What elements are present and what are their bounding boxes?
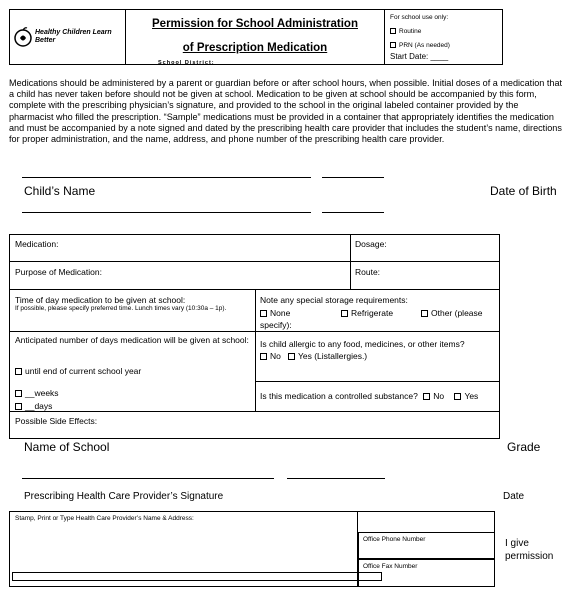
days-label: Anticipated number of days medication will be given at school: — [15, 335, 249, 345]
medication-label: Medication: — [15, 239, 59, 249]
office-fax-label: Office Fax Number — [363, 563, 418, 570]
dosage-label: Dosage: — [355, 239, 387, 249]
allergic-no-label: No — [270, 351, 281, 361]
school-district-label: School District: — [158, 60, 215, 66]
table-col-divider — [350, 234, 351, 289]
controlled-no-checkbox[interactable] — [423, 393, 430, 400]
time-of-day-note: If possible, please specify preferred time. Lunch times vary (10:30a – 1p). — [15, 305, 227, 312]
storage-other-option[interactable] — [421, 308, 483, 318]
start-date-label: Start Date: ____ — [390, 52, 449, 61]
purpose-label: Purpose of Medication: — [15, 267, 102, 277]
intro-paragraph: Medications should be administered by a parent or guardian before or after school hours, when possible. Initial doses of a medication that a child has never taken before should not be given at school. Medication to be given at school should be accompanied by this form, complete with the prescribing physician’s signature, and provided to the school in the original labeled container provided by the pharmacist who filled the prescription. “Sample” medications must be provided in a container that appropriately identifies the medication and must be accompanied by a note signed and dated by the prescribing health care provider that includes the student’s name, directions for proper administration, and the name, address, and phone number of the prescribing health care provider. — [9, 78, 563, 145]
logo — [13, 26, 123, 50]
child-name-line[interactable] — [22, 177, 311, 178]
office-phone-label: Office Phone Number — [363, 536, 426, 543]
header-divider-right — [384, 9, 385, 65]
routine-checkbox[interactable] — [390, 28, 396, 34]
storage-none-label: None — [270, 308, 291, 318]
form-title-line2: of Prescription Medication — [182, 42, 328, 54]
prn-option[interactable] — [390, 42, 450, 49]
prn-label: PRN (As needed) — [399, 42, 450, 49]
allergic-yes-label: Yes (Listallergies.) — [298, 351, 368, 361]
date-line-1[interactable] — [322, 177, 384, 178]
days-option-label: __days — [25, 401, 53, 411]
stamp-top-extension — [358, 511, 495, 512]
routine-option[interactable] — [390, 28, 421, 35]
time-of-day-label: Time of day medication to be given at school: — [15, 295, 186, 305]
weeks-label: __weeks — [25, 388, 59, 398]
stamp-right-border — [494, 511, 495, 533]
apple-logo-icon — [13, 26, 33, 48]
grade-label: Grade — [507, 440, 541, 454]
storage-refrigerate-checkbox[interactable] — [341, 310, 348, 317]
logo-text: Healthy Children Learn Better — [35, 29, 112, 44]
controlled-label: Is this medication a controlled substance? — [260, 391, 418, 401]
side-effects-label: Possible Side Effects: — [15, 416, 98, 426]
storage-none-option[interactable] — [260, 308, 290, 318]
child-name-line-2[interactable] — [22, 212, 311, 213]
table-col-divider — [255, 289, 256, 411]
signature-label: Prescribing Health Care Provider’s Signature — [24, 491, 224, 502]
route-label: Route: — [355, 267, 381, 277]
storage-other-label: Other (please — [431, 308, 483, 318]
storage-refrigerate-label: Refrigerate — [351, 308, 394, 318]
storage-other-checkbox[interactable] — [421, 310, 428, 317]
date-of-birth-label: Date of Birth — [490, 184, 557, 198]
form-title-line1: Permission for School Administration — [152, 18, 358, 30]
allergic-yes-option[interactable] — [288, 351, 367, 361]
parent-permission-strip[interactable] — [12, 572, 382, 581]
controlled-no-label: No — [433, 391, 445, 401]
until-end-checkbox[interactable] — [15, 368, 22, 375]
allergic-no-option[interactable] — [260, 351, 281, 361]
i-give-label: I give — [505, 538, 529, 549]
days-option[interactable] — [15, 401, 52, 411]
permission-label: permission — [505, 551, 554, 562]
days-checkbox[interactable] — [15, 403, 22, 410]
date-line-2[interactable] — [322, 212, 384, 213]
until-end-label: until end of current school year — [25, 366, 142, 376]
child-name-label: Child’s Name — [24, 184, 96, 198]
table-row-divider — [9, 261, 500, 262]
storage-label: Note any special storage requirements: — [260, 295, 408, 305]
allergic-yes-checkbox[interactable] — [288, 353, 295, 360]
school-use-label: For school use only: — [390, 14, 449, 21]
weeks-checkbox[interactable] — [15, 390, 22, 397]
header-divider-left — [125, 9, 126, 65]
table-row-divider — [9, 411, 500, 412]
controlled-row — [260, 391, 478, 401]
school-name-line[interactable] — [22, 478, 274, 479]
storage-refrigerate-option[interactable] — [341, 308, 393, 318]
storage-none-checkbox[interactable] — [260, 310, 267, 317]
stamp-label: Stamp, Print or Type Health Care Provider’s Name & Address: — [15, 515, 194, 522]
prn-checkbox[interactable] — [390, 42, 396, 48]
date-label: Date — [503, 491, 525, 502]
routine-label: Routine — [399, 28, 422, 35]
allergic-label: Is child allergic to any food, medicines, or other items? — [260, 339, 465, 349]
until-end-option[interactable] — [15, 366, 141, 376]
name-of-school-label: Name of School — [24, 440, 110, 454]
storage-specify-label: specify): — [260, 320, 292, 330]
weeks-option[interactable] — [15, 388, 59, 398]
controlled-yes-label: Yes — [464, 391, 479, 401]
controlled-yes-checkbox[interactable] — [454, 393, 461, 400]
grade-line[interactable] — [287, 478, 385, 479]
table-row-divider — [255, 381, 500, 382]
allergic-no-checkbox[interactable] — [260, 353, 267, 360]
